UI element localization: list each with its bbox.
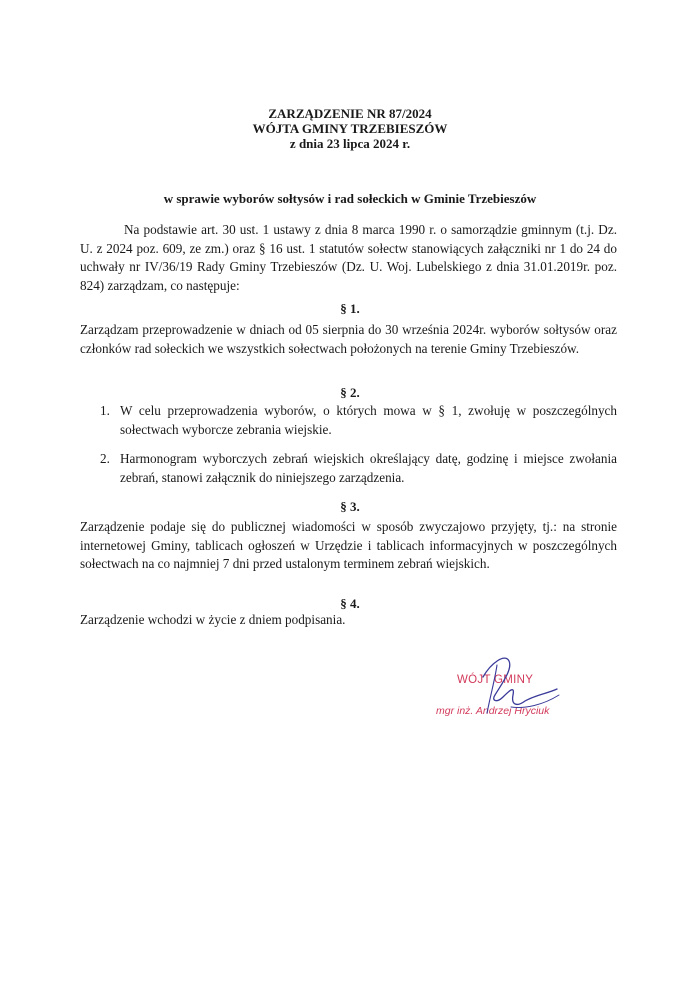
section-mark-2: § 2. bbox=[340, 385, 360, 400]
legal-basis-paragraph: Na podstawie art. 30 ust. 1 ustawy z dnia 8 marca 1990 r. o samorządzie gminnym (t.j. Dz. U. z 2024 poz. 609, ze zm.) oraz § 16 ust. 1 statutów sołectw stanowiących załączniki nr 1 do 24 do uchwały nr IV/36/19 Rady Gminy Trzebieszów (Dz. U. Woj. Lubelskiego z dnia 31.01.2019r. poz. 824) zarządzam, co następuje: bbox=[80, 222, 617, 293]
section-mark-3: § 3. bbox=[340, 499, 360, 514]
signatory-name: mgr inż. Andrzej Hryciuk bbox=[436, 705, 550, 717]
list-item-text: W celu przeprowadzenia wyborów, o których mowa w § 1, zwołuję w poszczególnych sołectwach wyborcze zebrania wiejskie. bbox=[120, 403, 617, 437]
list-item-number: 1. bbox=[100, 403, 110, 418]
section-mark-4: § 4. bbox=[340, 596, 360, 611]
handwritten-signature-icon bbox=[425, 655, 585, 730]
section-4-text: Zarządzenie wchodzi w życie z dniem podpisania. bbox=[80, 612, 346, 627]
ordinance-subject: w sprawie wyborów sołtysów i rad sołeckich w Gminie Trzebieszów bbox=[163, 191, 537, 206]
section-mark-1: § 1. bbox=[340, 301, 360, 316]
issuer: WÓJTA GMINY TRZEBIESZÓW bbox=[252, 121, 448, 136]
section-2-list-item bbox=[80, 402, 617, 439]
list-item-text: Harmonogram wyborczych zebrań wiejskich określający datę, godzinę i miejsce zwołania zebrań, stanowi załącznik do niniejszego zarządzenia. bbox=[120, 451, 617, 485]
section-3-text: Zarządzenie podaje się do publicznej wiadomości w sposób zwyczajowo przyjęty, tj.: na stronie internetowej Gminy, tablicach ogłoszeń w Urzędzie i tablicach informacyjnych w poszczególnych sołectwach na co najmniej 7 dni przed ustalonym terminem zebrań wiejskich. bbox=[80, 519, 617, 571]
ordinance-number: ZARZĄDZENIE NR 87/2024 bbox=[268, 106, 432, 121]
signature-block bbox=[425, 655, 585, 730]
ordinance-date: z dnia 23 lipca 2024 r. bbox=[289, 136, 411, 151]
section-2-list-item bbox=[80, 450, 617, 487]
signature-title: WÓJT GMINY bbox=[457, 674, 534, 686]
list-item-number: 2. bbox=[100, 451, 110, 466]
document-header bbox=[0, 106, 700, 151]
section-1-text: Zarządzam przeprowadzenie w dniach od 05 sierpnia do 30 września 2024r. wyborów sołtysów oraz członków rad sołeckich we wszystkich sołectwach położonych na terenie Gminy Trzebieszów. bbox=[80, 322, 617, 356]
